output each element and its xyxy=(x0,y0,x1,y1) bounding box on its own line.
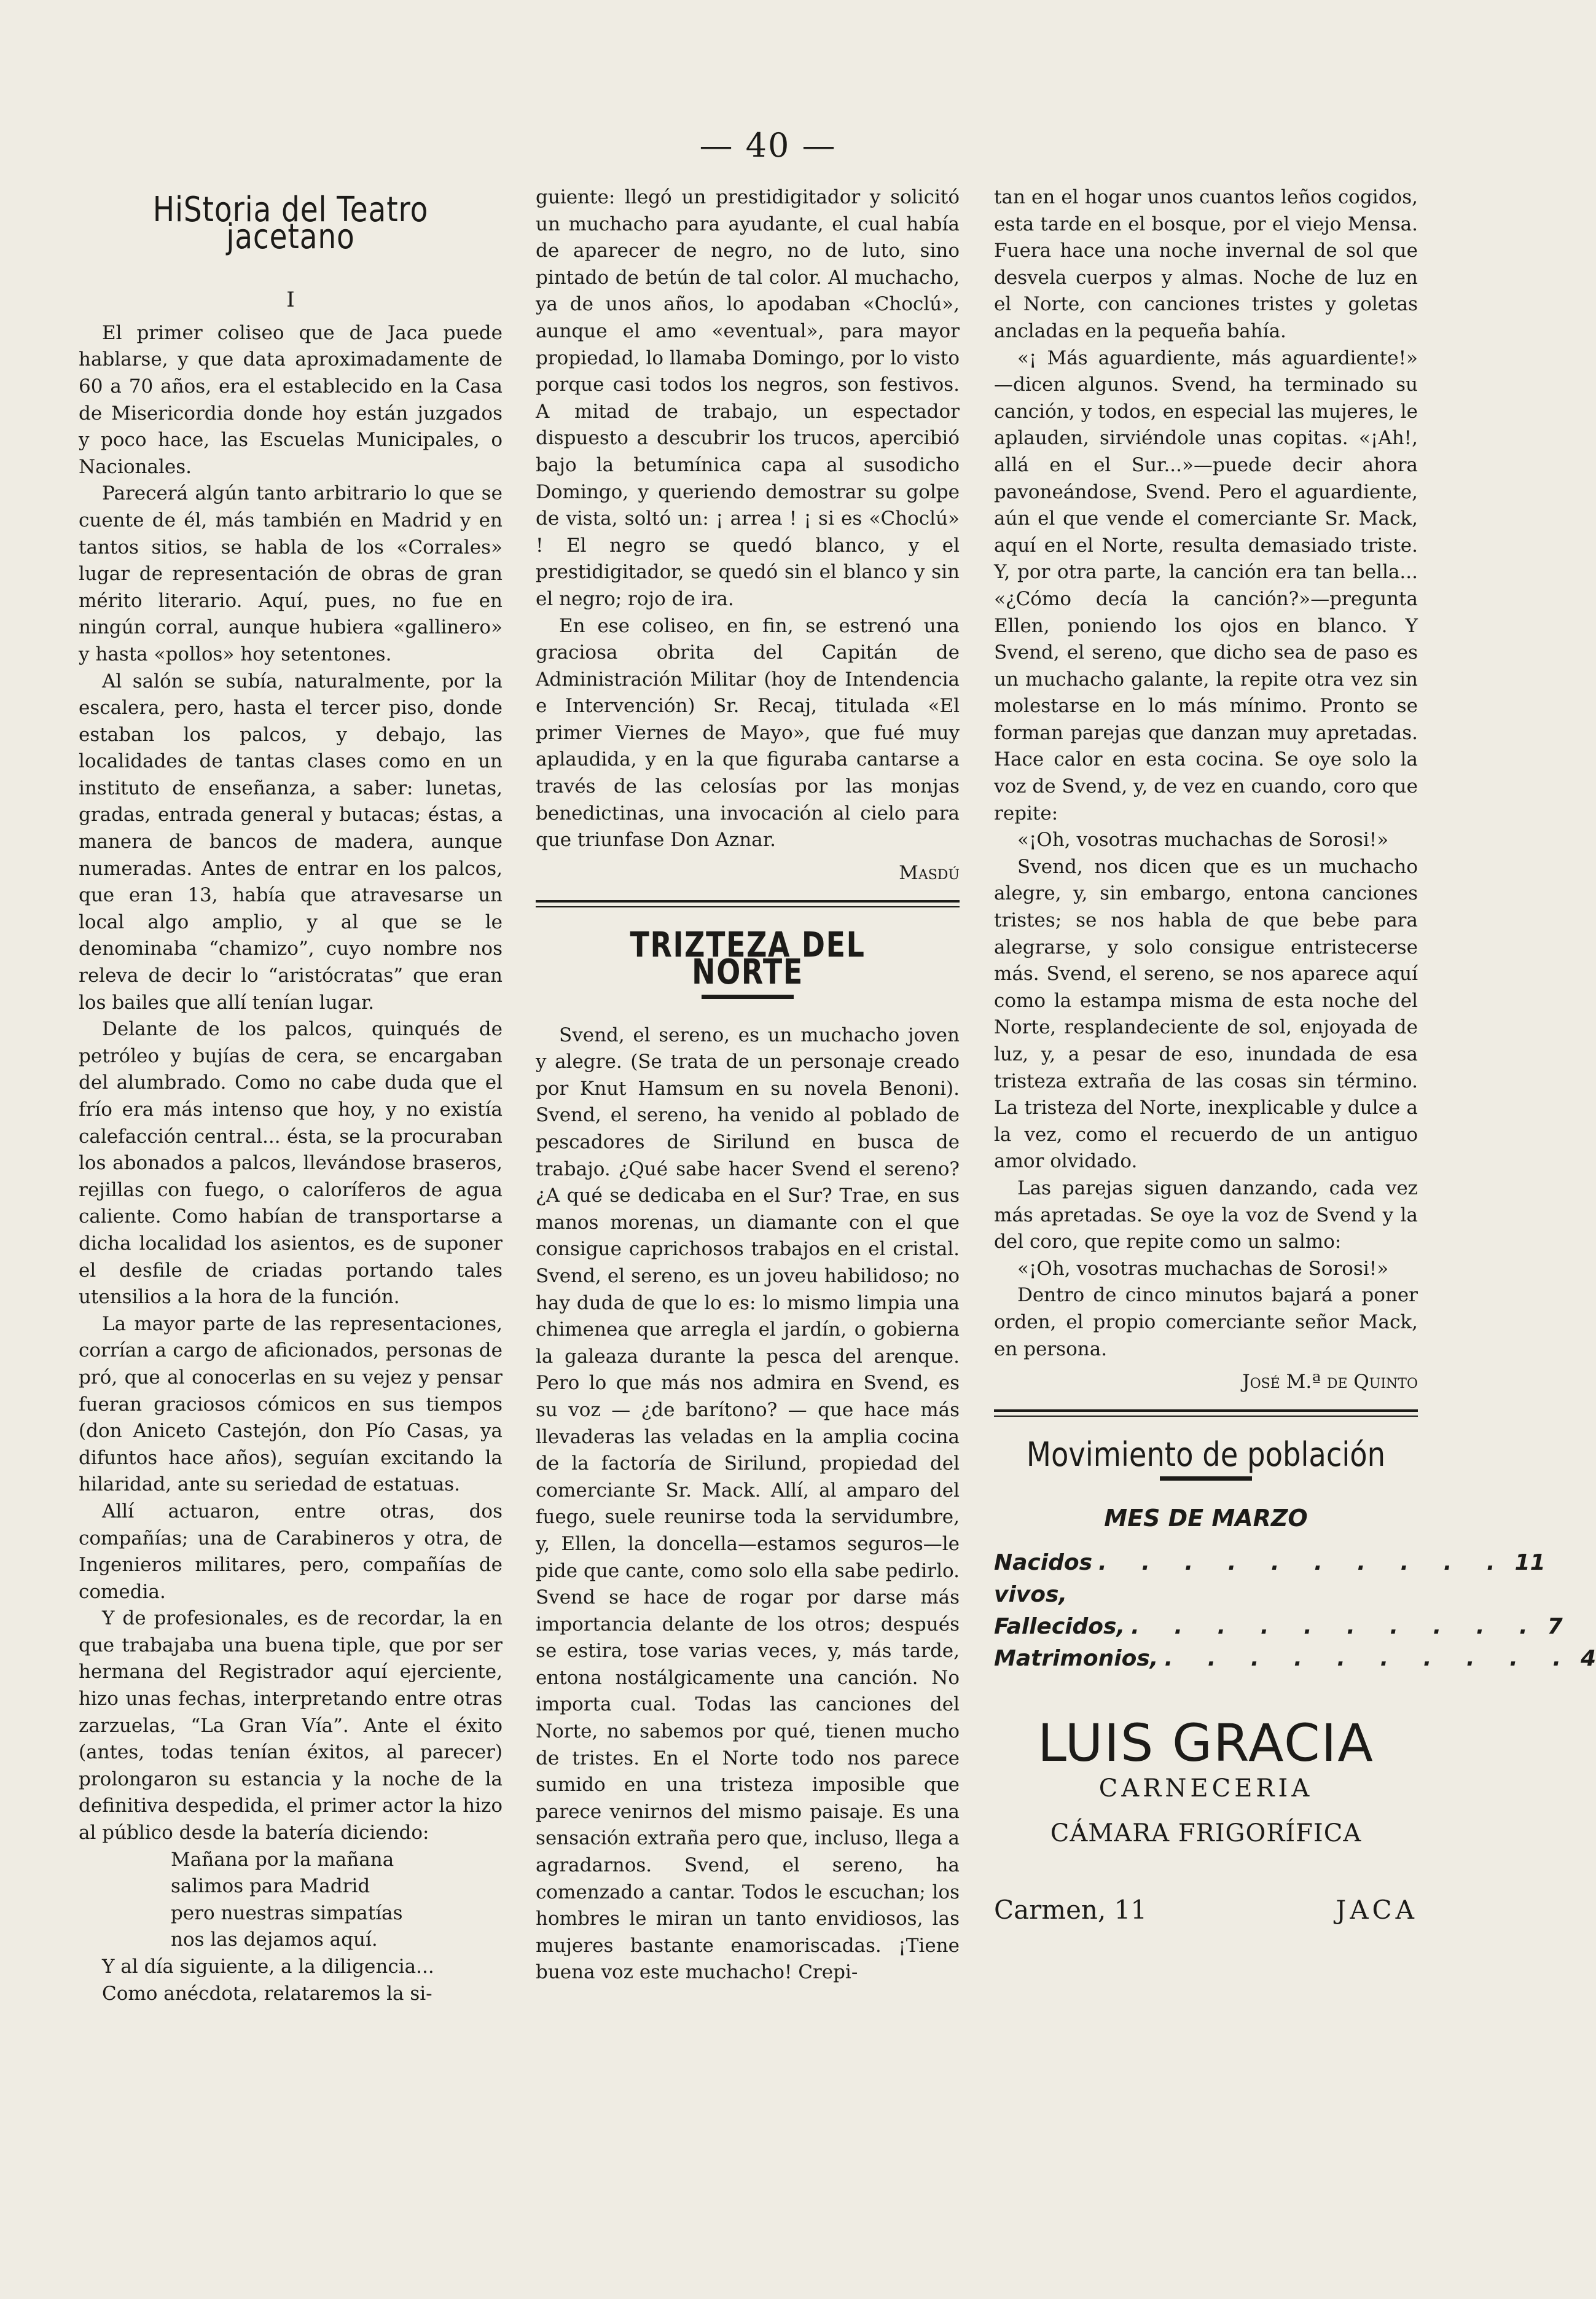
paragraph: «¡Oh, vosotras muchachas de Sorosi!» xyxy=(1017,829,1389,852)
column-3 xyxy=(994,184,1596,1925)
stat-row-births xyxy=(994,1547,1546,1611)
signature-masdu: Masdú xyxy=(899,861,960,884)
paragraph: Svend, el sereno, es un muchacho joven y alegre. (Se trata de un personaje creado por Knut Hamsum en su novela Benoni). Svend, el sereno, ha venido al poblado de pescadores de Sirilund en busca de trabajo. ¿Qué sabe hacer Svend el sereno? ¿A qué se dedicaba en el Sur? Trae, en sus manos morenas, un diamante con el que consigue caprichosos trabajos en el cristal. Svend, el sereno, es un joveu habilidoso; no hay duda de que lo es: lo mismo limpia una chimenea que arregla el jardín, o gobierna la galeaza durante la pesca del arenque. Pero lo que más nos admira en Svend, es su voz — ¿de barítono? — que hace más llevaderas las veladas en la amplia cocina de la factoría de Sirilund, propiedad del comerciante Sr. Mack. Allí, al amparo del fuego, suele reunirse toda la servidumbre, y, Ellen, la doncella—estamos seguros—le pide que cante, como solo ella sabe pedirlo. Svend se hace de rogar por darse más importancia delante de los otros; después se estira, tose varias veces, y, más tarde, entona nostálgicamente una canción. No importa cual. Todas las canciones del Norte, no sabemos por qué, tienen mucho de tristes. En el Norte todo nos parece sumido en una tristeza imposible que parece venirnos del mismo paisaje. Es una sensación extraña pero que, incluso, llega a agradarnos. Svend, el sereno, ha comenzado a cantar. Todos le escuchan; los hombres le miran un tanto envidiosos, las mujeres bastante enamoriscadas. ¡Tiene buena voz este muchacho! Crepi- xyxy=(536,1024,960,1984)
stat-row-deaths xyxy=(994,1611,1563,1643)
paragraph: tan en el hogar unos cuantos leños cogidos, esta tarde en el bosque, por el viejo Mensa. Fuera hace una noche invernal de sol que desvela cuerpos y almas. Noche de luz en el Norte, con canciones tristes y goletas ancladas en la pequeña bahía. xyxy=(994,186,1418,342)
stat-value: 7 xyxy=(1547,1613,1563,1639)
verse-line: pero nuestras simpatías xyxy=(171,1901,403,1924)
paragraph: Delante de los palcos, quinqués de petróleo y bujías de cera, se encargaban del alumbrado. Como no cabe duda que el frío era más intenso que hoy, y no existía calefacción central... ésta, se la procuraban los abonados a palcos, llevándose braseros, rejillas con fuego, o caloríferos de agua caliente. Como habían de transportarse a dicha localidad los asientos, es de suponer el desfile de criadas portando tales utensilios a la hora de la función. xyxy=(79,1018,503,1309)
leader-dots: . . . . . . . . . . xyxy=(1131,1613,1541,1639)
paragraph: Las parejas siguen danzando, cada vez más apretadas. Se oye la voz de Svend y la del coro, que repite como un salmo: xyxy=(994,1177,1418,1253)
verse-line: Mañana por la mañana xyxy=(171,1848,394,1871)
advert-line-1: CARNECERIA xyxy=(1098,1774,1313,1803)
paragraph: Y de profesionales, es de recordar, la en que trabajaba una buena tiple, que por ser hermana del Registrador aquí ejerciente, hizo unas fechas, interpretando entre otras zarzuelas, “La Gran Vía”. Ante el éxito (antes, todas tenían éxitos, al parecer) prolongaron su estancia y la noche de la definitiva despedida, el primer actor la hizo al público desde la batería diciendo: xyxy=(79,1607,503,1844)
paragraph: Al salón se subía, naturalmente, por la escalera, pero, hasta el tercer piso, donde estaban los palcos, y debajo, las localidades de tantas clases como en un instituto de enseñanza, a saber: lunetas, gradas, entrada general y butacas; éstas, a manera de bancos de madera, aunque numeradas. Antes de entrar en los palcos, que eran 13, había que atravesarse un local algo amplio, y al que se le denominaba “chamizo”, cuyo nombre nos releva de decir lo “aristócratas” que eran los bailes que allí tenían lugar. xyxy=(79,670,503,1014)
advert-city: JACA xyxy=(1336,1894,1418,1925)
article-title-teatro: HiStoria del Teatro jacetano xyxy=(152,190,429,257)
paragraph: La mayor parte de las representaciones, corrían a cargo de aficionados, personas de pró, que al conocerlas en su vejez y pensar fueran graciosos cómicos en sus tiempos (don Aniceto Castejón, don Pío Casas, ya difuntos hace años), seguían excitando la hilaridad, ante su seriedad de estatuas. xyxy=(79,1312,503,1496)
paragraph: Parecerá algún tanto arbitrario lo que se cuente de él, más también en Madrid y en tantos sitios, se habla de los «Corrales» lugar de representación de obras de gran mérito literario. Aquí, pues, no fue en ningún corral, aunque hubiera «gallinero» y hasta «pollos» hoy setentones. xyxy=(79,482,503,665)
stat-value: 4 xyxy=(1581,1645,1596,1671)
advert-footer xyxy=(994,1894,1418,1925)
stat-label: Fallecidos, xyxy=(994,1613,1125,1639)
paragraph: Dentro de cinco minutos bajará a poner orden, el propio comerciante señor Mack, en persona. xyxy=(994,1284,1418,1360)
paragraph: En ese coliseo, en fin, se estrenó una graciosa obrita del Capitán de Administración Militar (hoy de Intendencia e Intervención) Sr. Recaj, titulada «El primer Viernes de Mayo», que fué muy aplaudida, y en la que figuraba cantarse a través de las celosías por las monjas benedictinas, una invocación al cielo para que triunfase Don Aznar. xyxy=(536,614,960,852)
title-underline xyxy=(1160,1476,1252,1481)
stat-label: Matrimonios, xyxy=(994,1645,1159,1671)
leader-dots: . . . . . . . . . . xyxy=(1164,1645,1575,1671)
column-1 xyxy=(79,184,503,2007)
leader-dots: . . . . . . . . . . xyxy=(1098,1549,1509,1575)
section-divider xyxy=(994,1409,1418,1417)
advert-address: Carmen, 11 xyxy=(994,1894,1148,1925)
paragraph: Allí actuaron, entre otras, dos compañías; una de Carabineros y otra, de Ingenieros militares, pero, compañías de comedia. xyxy=(79,1500,503,1603)
paragraph: «¡Oh, vosotras muchachas de Sorosi!» xyxy=(1017,1257,1389,1280)
paragraph: «¡ Más aguardiente, más aguardiente!» —dicen algunos. Svend, ha terminado su canción, y todos, en especial las mujeres, le aplauden, sirviéndole unas copitas. «¡Ah!, allá en el Sur...»—puede decir ahora pavoneándose, Svend. Pero el aguardiente, aún el que vende el comerciante Sr. Mack, aquí en el Norte, resulta demasiado triste. Y, por otra parte, la canción era tan bella... «¿Cómo decía la canción?»—pregunta Ellen, poniendo los ojos en blanco. Y Svend, el sereno, que dicho sea de paso es un muchacho galante, la repite otra vez sin molestarse en lo más mínimo. Pronto se forman parejas que danzan muy apretadas. Hace calor en esta cocina. Se oye solo la voz de Svend, y, de vez en cuando, coro que repite: xyxy=(994,347,1418,824)
verse-line: nos las dejamos aquí. xyxy=(171,1929,378,1951)
section-divider xyxy=(536,900,960,907)
stat-row-marriages xyxy=(994,1643,1596,1675)
paragraph: guiente: llegó un prestidigitador y solicitó un muchacho para ayudante, el cual había de aparecer de negro, no de luto, sino pintado de betún de tal color. Al muchacho, ya de unos años, lo apodaban «Choclú», aunque el amo «eventual», para mayor propiedad, lo llamaba Domingo, por lo visto porque casi todos los negros, son festivos. A mitad de trabajo, un espectador dispuesto a descubrir los trucos, apercibió bajo la betumínica capa al susodicho Domingo, y queriendo demostrar su golpe de vista, soltó un: ¡ arrea ! ¡ si es «Choclú» ! El negro se quedó blanco, y el prestidigitador, se quedó sin el blanco y sin el negro; rojo de ira. xyxy=(536,186,960,610)
advert-name: LUIS GRACIA xyxy=(1038,1712,1374,1773)
page-number: — 40 — xyxy=(699,126,837,165)
paragraph: Svend, nos dicen que es un muchacho alegre, y, sin embargo, entona canciones tristes; se nos habla de que bebe para alegrarse, y solo consigue entristecerse más. Svend, el sereno, se nos aparece aquí como la estampa misma de esta noche del Norte, resplandeciente de sol, enjoyada de luz, y, a pesar de eso, inundada de esa tristeza extraña de las cosas sin término. La tristeza del Norte, inexplicable y dulce a la vez, como el recuerdo de un antiguo amor olvidado. xyxy=(994,855,1418,1173)
verse-line: salimos para Madrid xyxy=(171,1875,370,1898)
paragraph: Como anécdota, relataremos la si- xyxy=(102,1982,432,2005)
population-title: Movimiento de población xyxy=(1026,1435,1386,1474)
section-number: I xyxy=(286,288,295,313)
advert-line-2: CÁMARA FRIGORÍFICA xyxy=(1050,1819,1362,1848)
paragraph: Y al día siguiente, a la diligencia... xyxy=(102,1956,434,1978)
stat-value: 11 xyxy=(1514,1549,1546,1575)
title-underline xyxy=(702,995,794,999)
population-month: MES DE MARZO xyxy=(1104,1505,1308,1532)
column-2 xyxy=(536,184,960,1986)
signature-quinto: José M.ª de Quinto xyxy=(1242,1371,1418,1393)
article-title-tristeza: TRIZTEZA DEL NORTE xyxy=(630,925,866,993)
stat-label: Nacidos vivos, xyxy=(994,1549,1093,1607)
paragraph: El primer coliseo que de Jaca puede hablarse, y que data aproximadamente de 60 a 70 años, era el establecido en la Casa de Misericordia donde hoy están juzgados y poco hace, las Escuelas Municipales, o Nacionales. xyxy=(79,321,503,478)
